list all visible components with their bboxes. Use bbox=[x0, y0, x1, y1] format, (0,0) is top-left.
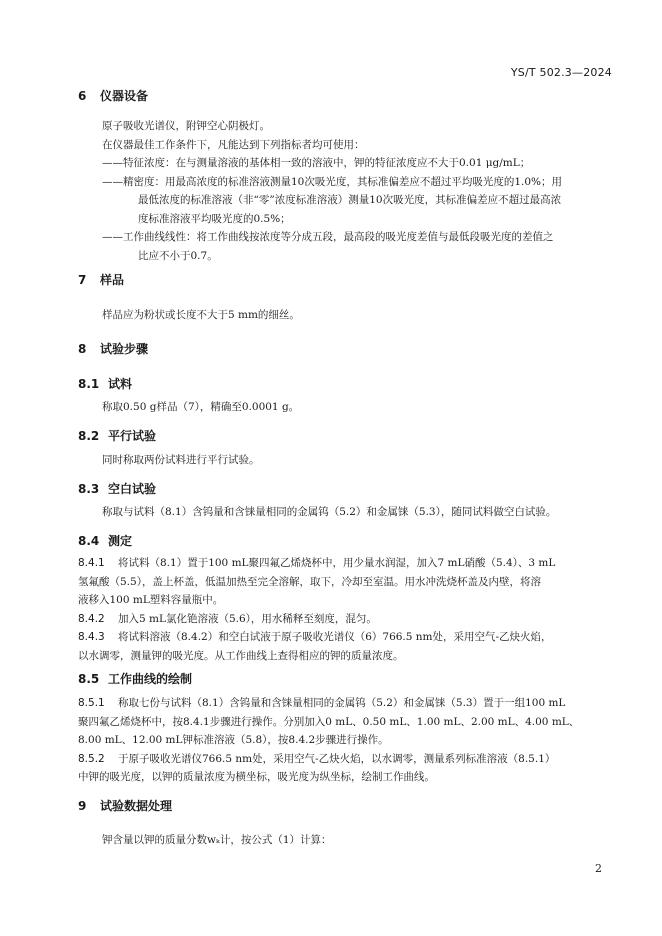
section-title: 空白试验 bbox=[108, 482, 157, 496]
page-number: 2 bbox=[595, 862, 602, 875]
section-8-3-body bbox=[102, 503, 602, 522]
standard-code: YS/T 502.3—2024 bbox=[510, 66, 612, 79]
step-line: 8.00 mL、12.00 mL钾标准溶液（5.8），按8.4.2步骤进行操作。 bbox=[78, 734, 389, 746]
step-text: 加入5 mL氯化铯溶液（5.6），用水稀释至刻度，混匀。 bbox=[118, 612, 377, 625]
step-line bbox=[78, 554, 608, 573]
list-item: ——特征浓度：在与测量溶液的基体相一致的溶液中，钾的特征浓度应不大于0.01 μg/mL； bbox=[102, 157, 531, 169]
step-line: 以水调零，测量钾的吸光度。从工作曲线上查得相应的钾的质量浓度。 bbox=[78, 649, 404, 662]
step-line bbox=[78, 750, 608, 769]
section-9-body bbox=[102, 831, 602, 850]
list-item-continued: 度标准溶液平均吸光度的0.5%； bbox=[138, 212, 291, 225]
section-9-heading bbox=[78, 798, 172, 814]
section-6-body bbox=[102, 117, 602, 154]
section-8-1-body bbox=[102, 398, 602, 417]
step-text: 于原子吸收光谱仪766.5 nm处，采用空气-乙炔火焰，以水调零，测量系列标准溶液（8.5.1） bbox=[118, 752, 556, 765]
step-number: 8.5.2 bbox=[78, 752, 105, 765]
section-8-5-heading bbox=[78, 671, 192, 687]
section-title: 试验步骤 bbox=[100, 342, 149, 356]
paragraph-line: 在仪器最佳工作条件下，凡能达到下列指标者均可使用： bbox=[102, 138, 365, 151]
step-text: 称取七份与试料（8.1）含钨量和含铼量相同的金属钨（5.2）和金属铼（5.3）置于一组100 mL bbox=[118, 697, 566, 709]
section-number: 9 bbox=[78, 799, 87, 813]
section-number: 8.5 bbox=[78, 672, 100, 686]
section-8-4-body bbox=[78, 554, 608, 665]
section-title: 测定 bbox=[108, 534, 133, 548]
step-line: 液移入100 mL塑料容量瓶中。 bbox=[78, 594, 224, 606]
section-number: 8 bbox=[78, 342, 87, 356]
section-title: 样品 bbox=[100, 273, 125, 287]
section-number: 8.4 bbox=[78, 534, 100, 548]
step-line: 中钾的吸光度，以钾的质量浓度为横坐标，吸光度为纵坐标，绘制工作曲线。 bbox=[78, 771, 435, 783]
step-text: 将试料（8.1）置于100 mL聚四氟乙烯烧杯中，用少量水润湿，加入7 mL硝酸（5.4）、3 mL bbox=[118, 557, 556, 569]
paragraph-line: 样品应为粉状或长度不大于5 mm的细丝。 bbox=[102, 309, 300, 321]
list-item: ——精密度：用最高浓度的标准溶液测量10次吸光度，其标准偏差应不超过平均吸光度的1.0%；用 bbox=[102, 175, 563, 188]
step-line bbox=[78, 694, 608, 713]
section-8-2-heading bbox=[78, 428, 156, 444]
section-8-4-heading bbox=[78, 533, 132, 549]
step-number: 8.4.3 bbox=[78, 631, 105, 643]
section-number: 8.3 bbox=[78, 482, 100, 496]
step-number: 8.5.1 bbox=[78, 697, 105, 709]
step-text: 将试料溶液（8.4.2）和空白试液于原子吸收光谱仪（6）766.5 nm处，采用空气-乙炔火焰， bbox=[118, 631, 552, 643]
section-title: 工作曲线的绘制 bbox=[108, 672, 193, 686]
section-title: 试验数据处理 bbox=[100, 799, 173, 813]
section-number: 7 bbox=[78, 273, 87, 287]
step-line: 氢氟酸（5.5），盖上杯盖，低温加热至完全溶解，取下，冷却至室温。用水冲洗烧杯盖及内壁，将溶 bbox=[78, 575, 541, 588]
list-item-continued: 最低浓度的标准溶液（非“零”浓度标准溶液）测量10次吸光度，其标准偏差应不超过最高浓 bbox=[138, 194, 562, 206]
step-number: 8.4.1 bbox=[78, 557, 105, 569]
paragraph-line: 同时称取两份试料进行平行试验。 bbox=[102, 454, 260, 466]
list-item-continued: 比应不小于0.7。 bbox=[138, 249, 218, 262]
section-number: 8.2 bbox=[78, 429, 100, 443]
section-8-2-body bbox=[102, 451, 602, 470]
section-number: 8.1 bbox=[78, 377, 100, 391]
section-7-heading bbox=[78, 272, 124, 288]
step-number: 8.4.2 bbox=[78, 612, 105, 625]
list-item: ——工作曲线线性：将工作曲线按浓度等分成五段，最高段的吸光度差值与最低段吸光度的差值之 bbox=[102, 231, 554, 243]
requirements-list bbox=[102, 154, 612, 265]
section-7-body bbox=[102, 306, 602, 325]
section-title: 平行试验 bbox=[108, 429, 157, 443]
section-8-heading bbox=[78, 341, 148, 357]
paragraph-line: 称取0.50 g样品（7），精确至0.0001 g。 bbox=[102, 401, 300, 413]
step-line: 聚四氟乙烯烧杯中，按8.4.1步骤进行操作。分别加入0 mL、0.50 mL、1.00 mL、2.00 mL、4.00 mL、 bbox=[78, 715, 580, 728]
step-line bbox=[78, 610, 608, 629]
section-number: 6 bbox=[78, 89, 87, 103]
paragraph-line: 钾含量以钾的质量分数wₖ计，按公式（1）计算： bbox=[102, 834, 332, 846]
section-8-5-body bbox=[78, 694, 608, 787]
section-8-1-heading bbox=[78, 376, 132, 392]
section-title: 试料 bbox=[108, 377, 133, 391]
paragraph-line: 原子吸收光谱仪，附钾空心阴极灯。 bbox=[102, 120, 270, 132]
paragraph-line: 称取与试料（8.1）含钨量和含铼量相同的金属钨（5.2）和金属铼（5.3），随同试料做空白试验。 bbox=[102, 506, 557, 518]
section-8-3-heading bbox=[78, 481, 156, 497]
section-6-heading bbox=[78, 88, 148, 104]
section-title: 仪器设备 bbox=[100, 89, 149, 103]
step-line bbox=[78, 628, 608, 647]
